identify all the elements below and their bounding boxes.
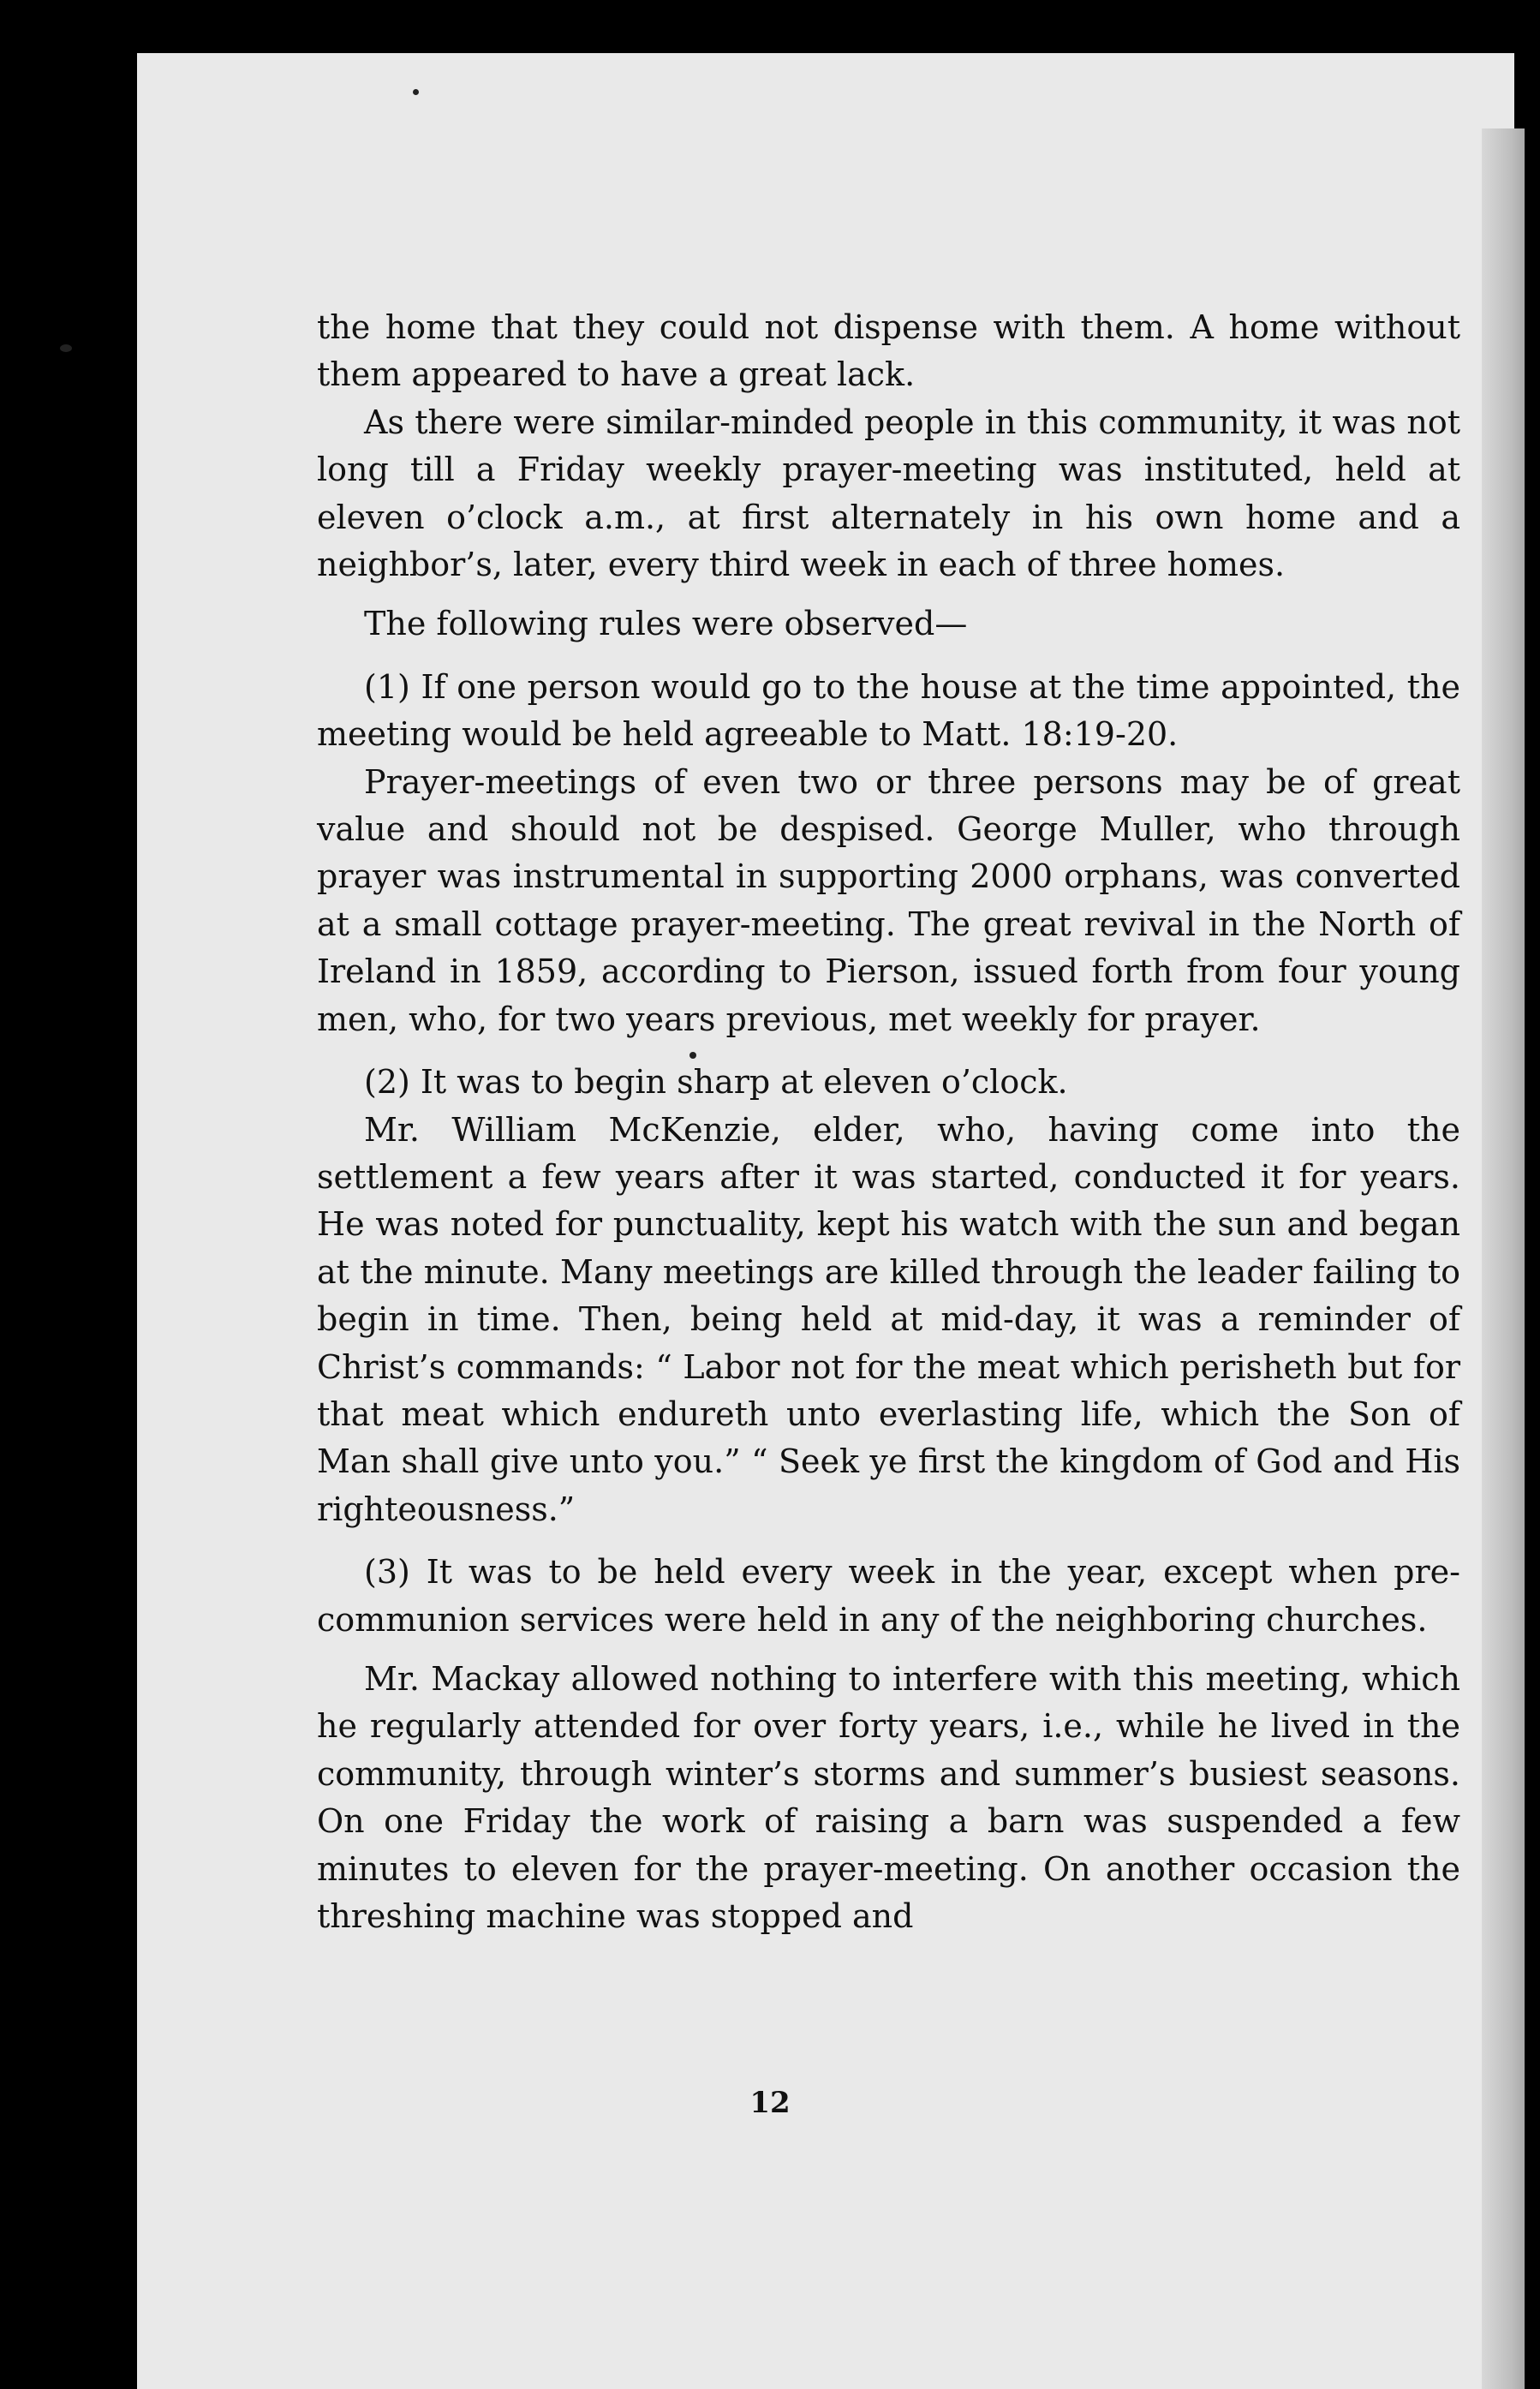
- rule-1: (1) If one person would go to the house at the time appointed, the meeting would be held agreeable to Matt. 18:19-20.: [317, 667, 1460, 754]
- paragraph-5: Mr. William McKenzie, elder, who, having come into the settlement a few years after it was started, conducted it for years. He was noted for punctuality, kept his watch with the sun and began at the minute. Many meetings are killed through the leader failing to begin in time. Then, being held at mid-day, it was a reminder of Christ’s commands: “ Labor not for the meat which perisheth but for that meat which endureth unto everlasting life, which the Son of Man shall give unto you.” “ Seek ye first the kingdom of God and His righteousness.”: [317, 1110, 1460, 1528]
- page-edge-shadow: [1482, 128, 1525, 2389]
- paragraph-3: The following rules were observed—: [364, 605, 968, 643]
- page-number: 12: [749, 2086, 791, 2120]
- scan-speck: [60, 344, 72, 352]
- scan-speck: [413, 89, 419, 95]
- rule-2: (2) It was to begin sharp at eleven o’clock.: [364, 1063, 1068, 1102]
- paragraph-1: the home that they could not dispense with them. A home without them appeared to have a great lack.: [317, 308, 1460, 394]
- body-text: [317, 304, 1460, 1940]
- paragraph-6: Mr. Mackay allowed nothing to interfere with this meeting, which he regularly attended for over forty years, i.e., while he lived in the community, through winter’s storms and summer’s busiest seasons. On one Friday the work of raising a barn was suspended a few minutes to eleven for the prayer-meeting. On another occasion the threshing machine was stopped and: [317, 1659, 1460, 1935]
- paragraph-2: As there were similar-minded people in this community, it was not long till a Friday weekly prayer-meeting was instituted, held at eleven o’clock a.m., at first alternately in his own home and a neighbor’s, later, every third week in each of three homes.: [317, 403, 1460, 584]
- rule-3: (3) It was to be held every week in the year, except when pre-communion services were held in any of the neighboring churches.: [317, 1553, 1460, 1639]
- paragraph-4: Prayer-meetings of even two or three persons may be of great value and should not be despised. George Muller, who through prayer was instrumental in supporting 2000 orphans, was converted at a small cottage prayer-meeting. The great revival in the North of Ireland in 1859, according to Pierson, issued forth from four young men, who, for two years previous, met weekly for prayer.: [317, 762, 1460, 1038]
